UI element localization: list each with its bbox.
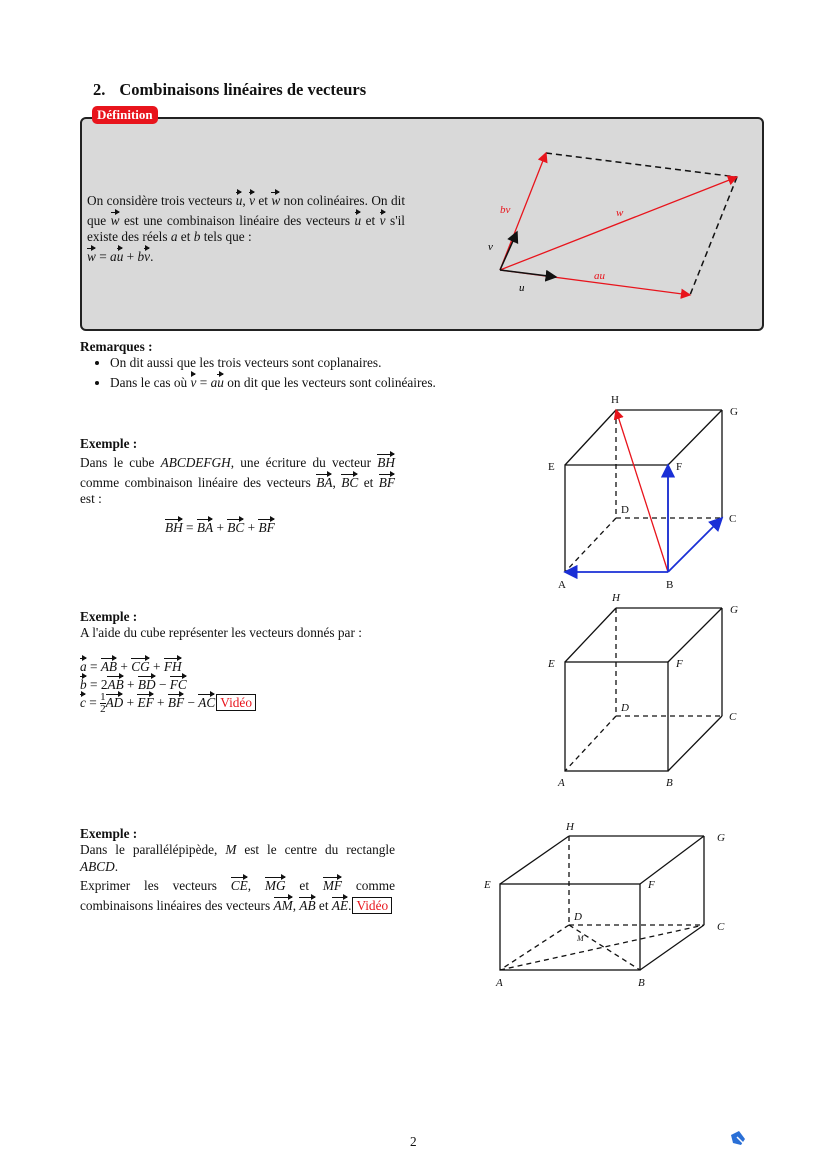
svg-text:u: u (519, 282, 525, 294)
svg-text:F: F (648, 879, 655, 891)
example1-formula: BH = BA + BC + BF (165, 517, 275, 537)
svg-text:G: G (717, 832, 725, 844)
svg-text:D: D (621, 504, 629, 516)
svg-text:F: F (676, 461, 683, 473)
svg-text:A: A (558, 579, 566, 591)
svg-text:A: A (558, 777, 565, 789)
definition-text: On considère trois vecteurs u, v et w non colinéaires. On dit que w est une combinaison linéaire des vecteurs u et v s'il existe des réels a et b tels que : w = au + bv. (87, 190, 405, 265)
svg-text:D: D (574, 911, 582, 923)
svg-text:H: H (566, 821, 574, 833)
svg-text:B: B (638, 977, 645, 989)
example2-formulas: a = AB + CG + FH b = 2AB + BD − FC c = $\frac{1}{2}$ AD + EF + BF − AC Vidéo (80, 656, 256, 715)
svg-text:G: G (730, 406, 738, 418)
vector-diagram (488, 153, 737, 295)
example3-text: Dans le parallélépipède, M est le centre du rectangle ABCD. Exprimer les vecteurs CE, MG et MF comme combinaisons linéaires des vecteurs AM, AB et AE. Vidéo (80, 842, 396, 913)
cube-1 (565, 410, 722, 572)
svg-text:A: A (496, 977, 503, 989)
svg-text:F: F (676, 658, 683, 670)
video-link[interactable]: Vidéo (216, 694, 256, 711)
pencil-logo-icon (731, 1131, 746, 1146)
parallelepiped (500, 836, 704, 970)
example3-title: Exemple : (80, 826, 138, 841)
svg-text:au: au (594, 270, 605, 282)
svg-text:C: C (729, 711, 737, 723)
video-link[interactable]: Vidéo (352, 897, 392, 914)
svg-text:w: w (616, 207, 624, 219)
page-number: 2 (410, 1134, 417, 1149)
example2-text: A l'aide du cube représenter les vecteurs donnés par : (80, 625, 362, 640)
svg-text:bv: bv (500, 204, 511, 216)
definition-tag: Définition (92, 106, 158, 124)
svg-text:H: H (612, 592, 620, 604)
svg-text:B: B (666, 579, 674, 591)
svg-text:B: B (666, 777, 673, 789)
svg-text:D: D (621, 702, 629, 714)
svg-text:E: E (548, 658, 555, 670)
svg-text:v: v (488, 241, 493, 253)
svg-text:C: C (729, 513, 737, 525)
svg-text:E: E (548, 461, 555, 473)
list-item: • On dit aussi que les trois vecteurs sont coplanaires. (110, 355, 436, 372)
svg-text:M: M (577, 934, 584, 943)
svg-text:H: H (611, 394, 619, 406)
example1-text: Dans le cube ABCDEFGH, une écriture du vecteur BH comme combinaison linéaire des vecteurs BA, BC et BF est : (80, 452, 395, 508)
svg-text:E: E (484, 879, 491, 891)
svg-text:G: G (730, 604, 738, 616)
section-title: 2. Combinaisons linéaires de vecteurs (93, 80, 367, 99)
svg-text:C: C (717, 921, 725, 933)
remarques-title: Remarques : (80, 339, 153, 354)
list-item: • Dans le cas où v = au on dit que les vecteurs sont colinéaires. (110, 372, 436, 392)
cube-2 (565, 608, 722, 771)
example2-title: Exemple : (80, 609, 138, 624)
example1-title: Exemple : (80, 436, 138, 451)
